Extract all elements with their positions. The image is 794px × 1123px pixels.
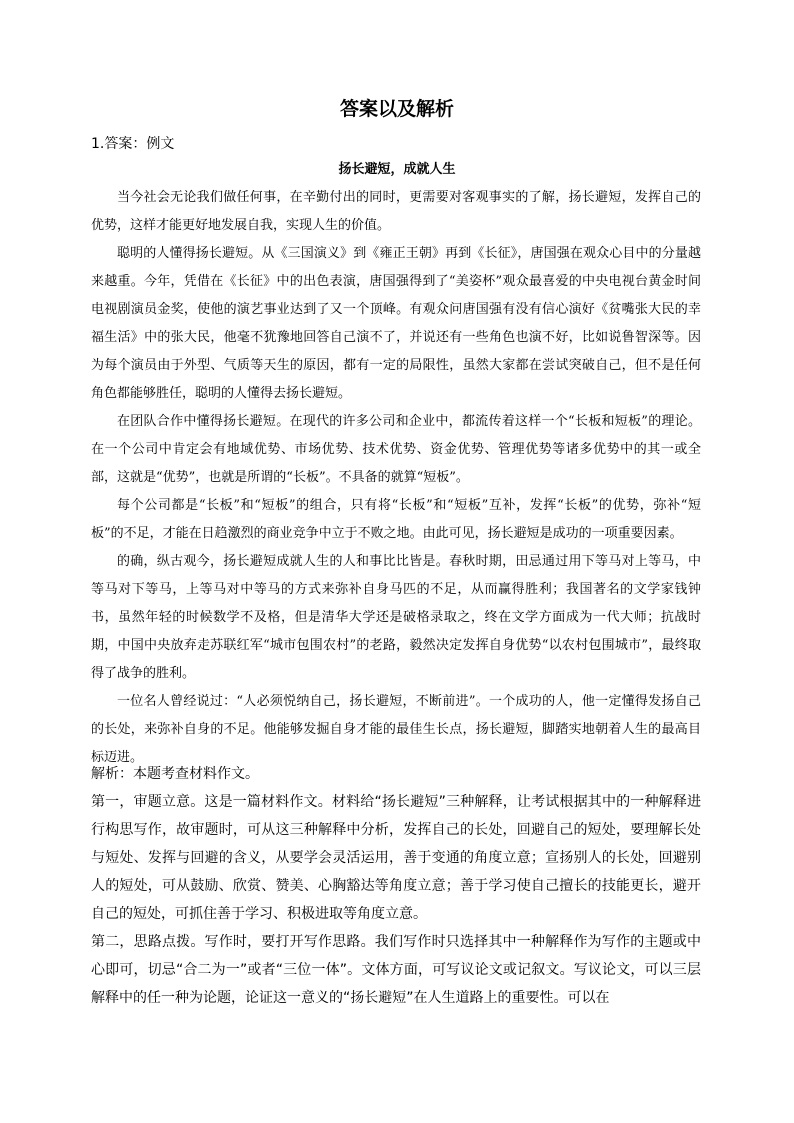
essay-paragraph: 的确，纵古观今，扬长避短成就人生的人和事比比皆是。春秋时期，田忌通过用下等马对上等马，中等马对下等马，上等马对中等马的方式来弥补自身马匹的不足，从而赢得胜利；我国著名的文学家钱钟书，虽然年轻的时候数学不及格，但是清华大学还是破格录取之，终在文学方面成为一代大师；抗战时期，中国中央放弃走苏联红军“城市包围农村”的老路，毅然决定发挥自身优势“以农村包围城市”，最终取得了战争的胜利。 xyxy=(91,554,701,681)
essay-paragraph: 在团队合作中懂得扬长避短。在现代的许多公司和企业中，都流传着这样一个“长板和短板”的理论。在一个公司中肯定会有地域优势、市场优势、技术优势、资金优势、管理优势等诸多优势中的其一或全部，这就是“优势”，也就是所谓的“长板”。不具备的就算“短板”。 xyxy=(91,414,701,485)
essay-paragraph: 每个公司都是“长板”和“短板”的组合，只有将“长板”和“短板”互补，发挥“长板”的优势，弥补“短板”的不足，才能在日趋激烈的商业竞争中立于不败之地。由此可见，扬长避短是成功的一项重要因素。 xyxy=(91,498,701,541)
essay-paragraph: 当今社会无论我们做任何事，在辛勤付出的同时，更需要对客观事实的了解，扬长避短，发挥自己的优势，这样才能更好地发展自我，实现人生的价值。 xyxy=(91,190,701,233)
page-title: 答案以及解析 xyxy=(339,98,454,120)
analysis-section xyxy=(91,760,701,1012)
essay-body xyxy=(91,184,701,772)
analysis-heading: 解析：本题考查材料作文。 xyxy=(91,766,259,782)
essay-paragraph: 一位名人曾经说过：“人必须悦纳自己，扬长避短，不断前进”。一个成功的人，他一定懂得发扬自己的长处，来弥补自身的不足。他能够发掘自身才能的最佳生长点，扬长避短，脚踏实地朝着人生的最高目标迈进。 xyxy=(91,694,701,765)
analysis-paragraph: 第一，审题立意。这是一篇材料作文。材料给“扬长避短”三种解释，让考试根据其中的一种解释进行构思写作，故审题时，可从这三种解释中分析，发挥自己的长处，回避自己的短处，要理解长处与短处、发挥与回避的含义，从要学会灵活运用，善于变通的角度立意；宣扬别人的长处，回避别人的短处，可从鼓励、欣赏、赞美、心胸豁达等角度立意；善于学习使自己擅长的技能更长，避开自己的短处，可抓住善于学习、积极进取等角度立意。 xyxy=(91,794,701,922)
answer-label: 1.答案：例文 xyxy=(91,136,175,152)
analysis-paragraph: 第二，思路点拨。写作时，要打开写作思路。我们写作时只选择其中一种解释作为写作的主题或中心即可，切忌“合二为一”或者“三位一体”。文体方面，可写议论文或记叙文。写议论文，可以三层解释中的任一种为论题，论证这一意义的“扬长避短”在人生道路上的重要性。可以在 xyxy=(91,934,701,1006)
essay-title: 扬长避短，成就人生 xyxy=(338,162,456,177)
essay-paragraph: 聪明的人懂得扬长避短。从《三国演义》到《雍正王朝》再到《长征》，唐国强在观众心目中的分量越来越重。今年，凭借在《长征》中的出色表演，唐国强得到了“美姿杯”观众最喜爱的中央电视台黄金时间电视剧演员金奖，使他的演艺事业达到了又一个顶峰。有观众问唐国强有没有信心演好《贫嘴张大民的幸福生活》中的张大民，他毫不犹豫地回答自己演不了，并说还有一些角色也演不好，比如说鲁智深等。因为每个演员由于外型、气质等天生的原因，都有一定的局限性，虽然大家都在尝试突破自己，但不是任何角色都能够胜任，聪明的人懂得去扬长避短。 xyxy=(91,246,701,401)
